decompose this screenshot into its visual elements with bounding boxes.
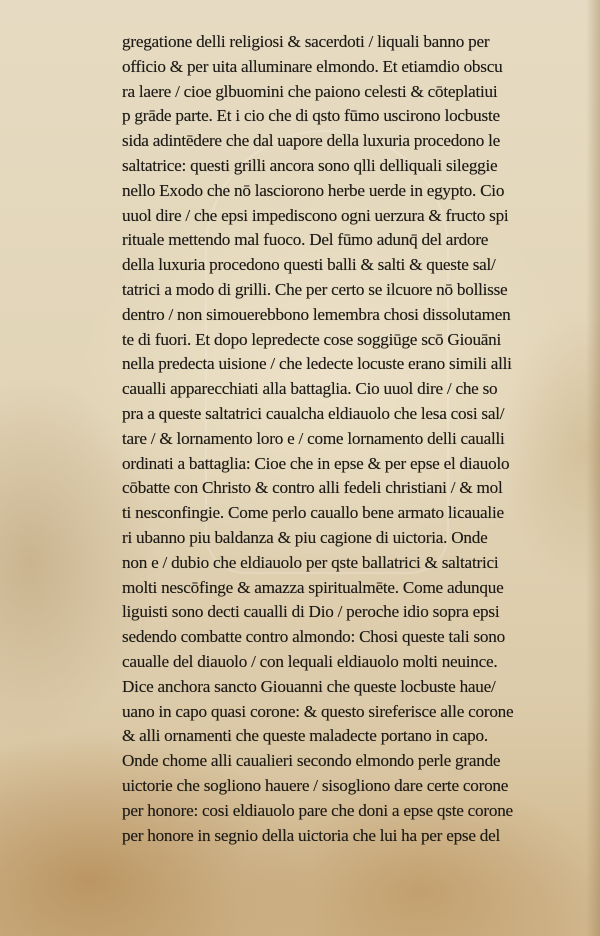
text-line: nello Exodo che nō lasciorono herbe uerde in egypto. Cio bbox=[122, 180, 505, 200]
text-line: non e / dubio che eldiauolo per qste ballatrici & saltatrici bbox=[122, 552, 499, 572]
text-line: liguisti sono decti caualli di Dio / peroche idio sopra epsi bbox=[122, 602, 500, 622]
text-line: sedendo combatte contro almondo: Chosi queste tali sono bbox=[122, 627, 505, 647]
text-line: caualli apparecchiati alla battaglia. Cio uuol dire / che so bbox=[122, 379, 498, 399]
text-line: p grāde parte. Et i cio che di qsto fūmo uscirono locbuste bbox=[122, 106, 500, 126]
text-line: gregatione delli religiosi & sacerdoti / liquali banno per bbox=[122, 32, 490, 51]
text-line: ra laere / cioe glbuomini che paiono celesti & cōteplatiui bbox=[122, 81, 498, 101]
text-line: uano in capo quasi corone: & questo sireferisce alle corone bbox=[122, 701, 514, 721]
text-line: sida adintēdere che dal uapore della luxuria procedono le bbox=[122, 131, 501, 151]
text-line: ri ubanno piu baldanza & piu cagione di uictoria. Onde bbox=[122, 527, 488, 547]
text-line: per honore in segnio della uictoria che lui ha per epse del bbox=[122, 825, 501, 845]
text-line: & alli ornamenti che queste maladecte portano in capo. bbox=[122, 726, 488, 746]
text-line: Dice anchora sancto Giouanni che queste locbuste haue/ bbox=[122, 676, 496, 696]
text-line: Onde chome alli caualieri secondo elmondo perle grande bbox=[122, 751, 501, 771]
text-line: della luxuria procedono questi balli & salti & queste sal/ bbox=[122, 255, 496, 275]
text-line: uictorie che sogliono hauere / sisogliono dare certe corone bbox=[122, 775, 509, 795]
text-line: uuol dire / che epsi impediscono ogni uerzura & fructo spi bbox=[122, 205, 509, 225]
text-line: caualle del diauolo / con lequali eldiauolo molti neuince. bbox=[122, 651, 498, 671]
text-line: cōbatte con Christo & contro alli fedeli christiani / & mol bbox=[122, 478, 503, 498]
text-line: tare / & lornamento loro e / come lornamento delli caualli bbox=[122, 428, 505, 448]
text-line: ti nesconfingie. Come perlo cauallo bene armato licaualie bbox=[122, 503, 504, 523]
text-line: molti nescōfinge & amazza spiritualmēte. Come adunque bbox=[122, 577, 504, 597]
text-line: per honore: cosi eldiauolo pare che doni a epse qste corone bbox=[122, 800, 513, 820]
text-line: dentro / non simouerebbono lemembra chosi dissolutamen bbox=[122, 304, 511, 324]
text-line: nella predecta uisione / che ledecte locuste erano simili alli bbox=[122, 354, 512, 374]
text-line: pra a queste saltatrici caualcha eldiauolo che lesa cosi sal/ bbox=[122, 403, 505, 423]
text-line: tatrici a modo di grilli. Che per certo se ilcuore nō bollisse bbox=[122, 279, 508, 299]
text-line: te di fuori. Et dopo lepredecte cose soggiūge scō Giouāni bbox=[122, 329, 502, 349]
text-line: ordinati a battaglia: Cioe che in epse & per epse el diauolo bbox=[122, 453, 510, 473]
page-edge-shadow bbox=[586, 0, 600, 936]
text-line: saltatrice: questi grilli ancora sono qlli delliquali sileggie bbox=[122, 155, 498, 175]
text-line: rituale mettendo mal fuoco. Del fūmo adunq̄ del ardore bbox=[122, 230, 489, 250]
text-block bbox=[122, 30, 562, 848]
text-line: officio & per uita alluminare elmondo. Et etiamdio obscu bbox=[122, 56, 503, 76]
